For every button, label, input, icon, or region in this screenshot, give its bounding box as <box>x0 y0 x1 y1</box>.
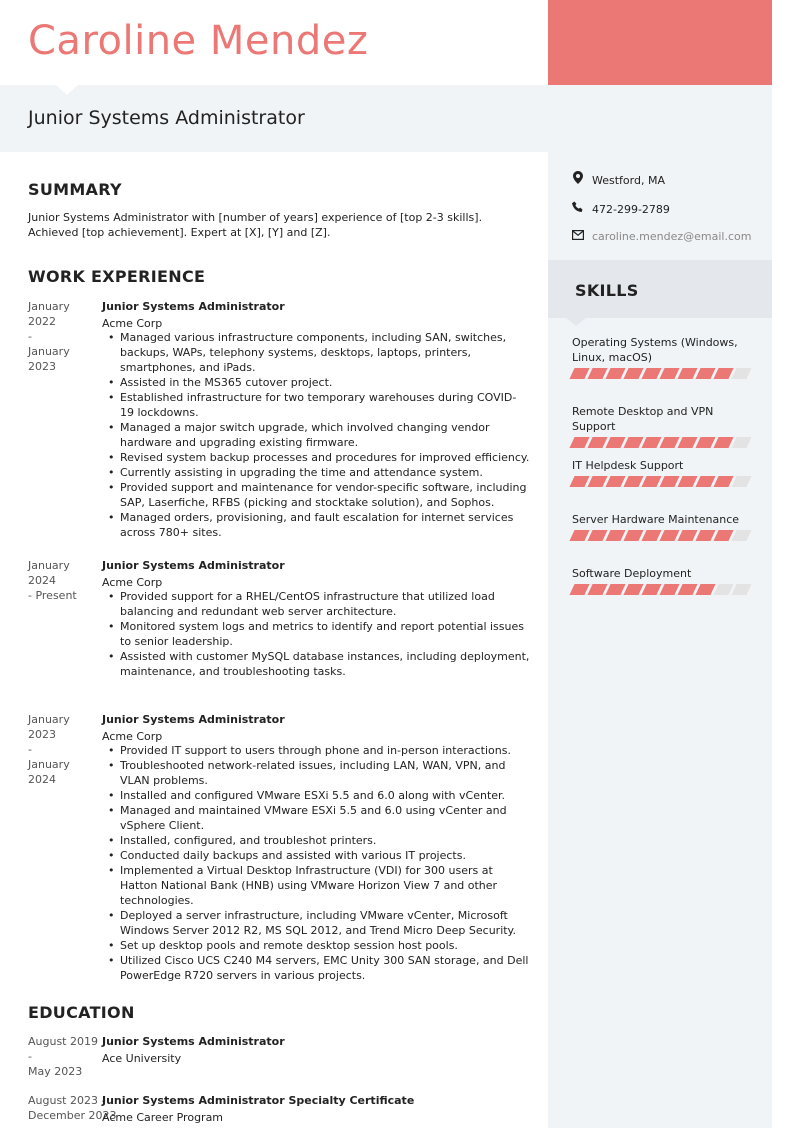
list-item: • Revised system backup processes and procedures for improved efficiency. <box>120 450 530 465</box>
date-end: January 2023 <box>28 345 70 373</box>
skill-rating-segment <box>677 437 697 448</box>
list-item: • Managed a major switch upgrade, which involved changing vendor hardware and upgrading existing firmware. <box>120 420 530 450</box>
skill-rating-segment <box>641 437 661 448</box>
skill-rating-segment <box>659 368 679 379</box>
date-end: January 2024 <box>28 758 70 786</box>
list-item: • Provided IT support to users through phone and in-person interactions. <box>120 743 530 758</box>
skill-rating-segment <box>587 584 607 595</box>
skill-item <box>572 335 752 379</box>
skill-label: Software Deployment <box>572 567 692 580</box>
work-entry-date <box>28 299 100 374</box>
skill-rating-bar <box>572 368 752 379</box>
skill-rating-segment <box>587 530 607 541</box>
list-item: • Managed and maintained VMware ESXi 5.5 and 6.0 using vCenter and vSphere Client. <box>120 803 530 833</box>
work-entry-role: Junior Systems Administrator <box>102 300 285 313</box>
skills-heading: SKILLS <box>575 281 639 300</box>
skill-item <box>572 404 752 448</box>
skill-rating-segment <box>731 530 751 541</box>
skill-rating-segment <box>569 437 589 448</box>
skill-rating-segment <box>605 584 625 595</box>
list-item: • Installed and configured VMware ESXi 5.5 and 6.0 along with vCenter. <box>120 788 530 803</box>
skill-rating-bar <box>572 584 752 595</box>
contact-location <box>572 171 665 187</box>
skill-rating-segment <box>713 368 733 379</box>
skill-rating-segment <box>713 530 733 541</box>
phone-icon <box>572 201 584 216</box>
skill-item <box>572 566 752 595</box>
contact-email[interactable] <box>572 230 751 243</box>
candidate-name: Caroline Mendez <box>28 18 369 64</box>
skill-rating-segment <box>641 476 661 487</box>
summary-text: Junior Systems Administrator with [number of years] experience of [top 2-3 skills]. Achieved [top achievement]. Expert at [X], [Y] and [Z]. <box>28 211 483 239</box>
skill-rating-segment <box>695 437 715 448</box>
date-separator: - Present <box>28 589 77 602</box>
skill-rating-segment <box>731 368 751 379</box>
date-start: August 2019 - <box>28 1035 98 1063</box>
skill-rating-segment <box>587 368 607 379</box>
skill-rating-segment <box>731 584 751 595</box>
date-separator: - <box>28 743 32 756</box>
list-item: • Installed, configured, and troubleshot printers. <box>120 833 530 848</box>
skill-rating-segment <box>623 437 643 448</box>
skill-rating-segment <box>677 530 697 541</box>
list-item: • Implemented a Virtual Desktop Infrastructure (VDI) for 300 users at Hatton National Bank (HNB) using VMware Horizon View 7 and other technologies. <box>120 863 530 908</box>
education-heading: EDUCATION <box>28 1003 135 1022</box>
skill-label: Operating Systems (Windows, Linux, macOS) <box>572 336 738 364</box>
skill-rating-segment <box>731 437 751 448</box>
skill-rating-segment <box>641 530 661 541</box>
title-notch <box>56 85 78 95</box>
list-item: • Assisted in the MS365 cutover project. <box>120 375 530 390</box>
skill-rating-segment <box>677 368 697 379</box>
skill-rating-segment <box>713 584 733 595</box>
phone-text: 472-299-2789 <box>592 203 670 216</box>
skill-rating-segment <box>587 476 607 487</box>
education-entry-degree: Junior Systems Administrator Specialty Certificate <box>102 1094 415 1107</box>
envelope-icon <box>572 230 584 243</box>
work-entry-org: Acme Corp <box>102 730 163 743</box>
skill-rating-segment <box>623 530 643 541</box>
skill-rating-segment <box>641 584 661 595</box>
list-item: • Provided support and maintenance for vendor-specific software, including SAP, Laserfiche, RFBS (picking and stocktake solution), and Sophos. <box>120 480 530 510</box>
map-pin-icon <box>572 171 584 187</box>
email-text[interactable]: caroline.mendez@email.com <box>592 230 752 243</box>
education-entry-date <box>28 1034 100 1079</box>
work-entry-bullets <box>120 330 530 540</box>
skill-rating-segment <box>677 476 697 487</box>
list-item: • Troubleshooted network-related issues, including LAN, WAN, VPN, and VLAN problems. <box>120 758 530 788</box>
skill-rating-segment <box>569 368 589 379</box>
education-entry-date <box>28 1093 117 1123</box>
date-separator: - <box>28 330 32 343</box>
skills-notch <box>566 318 586 326</box>
education-entry-degree: Junior Systems Administrator <box>102 1035 285 1048</box>
skill-rating-bar <box>572 530 752 541</box>
skill-label: Server Hardware Maintenance <box>572 513 740 526</box>
work-experience-heading: WORK EXPERIENCE <box>28 267 206 286</box>
job-title: Junior Systems Administrator <box>28 107 305 129</box>
list-item: • Utilized Cisco UCS C240 M4 servers, EMC Unity 300 SAN storage, and Dell PowerEdge R720 servers in various projects. <box>120 953 530 983</box>
skill-rating-segment <box>605 368 625 379</box>
location-text: Westford, MA <box>592 174 665 187</box>
education-entry-school: Ace University <box>102 1052 182 1065</box>
list-item: • Managed orders, provisioning, and fault escalation for internet services across 780+ sites. <box>120 510 530 540</box>
header-accent-block <box>548 0 772 85</box>
skill-rating-segment <box>713 476 733 487</box>
skill-rating-segment <box>605 530 625 541</box>
date-start: January 2023 <box>28 713 70 741</box>
education-entry-school: Acme Career Program <box>102 1111 224 1124</box>
work-entry-date <box>28 558 100 603</box>
skill-label: Remote Desktop and VPN Support <box>572 405 714 433</box>
skill-rating-segment <box>605 476 625 487</box>
list-item: • Deployed a server infrastructure, including VMware vCenter, Microsoft Windows Server 2012 R2, MS SQL 2012, and Trend Micro Deep Security. <box>120 908 530 938</box>
work-entry-bullets <box>120 589 530 679</box>
skill-rating-segment <box>623 584 643 595</box>
skill-rating-segment <box>569 530 589 541</box>
skill-rating-segment <box>569 476 589 487</box>
skill-rating-segment <box>713 437 733 448</box>
work-entry-org: Acme Corp <box>102 317 163 330</box>
skill-rating-segment <box>569 584 589 595</box>
list-item: • Conducted daily backups and assisted with various IT projects. <box>120 848 530 863</box>
sidebar-background <box>548 0 772 1128</box>
skill-rating-segment <box>587 437 607 448</box>
work-entry-role: Junior Systems Administrator <box>102 559 285 572</box>
list-item: • Assisted with customer MySQL database instances, including deployment, maintenance, and troubleshooting tasks. <box>120 649 530 679</box>
date-start: January 2022 <box>28 300 70 328</box>
skill-item <box>572 458 752 487</box>
work-entry-bullets <box>120 743 530 983</box>
list-item: • Monitored system logs and metrics to identify and report potential issues to senior leadership. <box>120 619 530 649</box>
skill-rating-segment <box>659 584 679 595</box>
skill-label: IT Helpdesk Support <box>572 459 684 472</box>
work-entry-role: Junior Systems Administrator <box>102 713 285 726</box>
skill-item <box>572 512 752 541</box>
list-item: • Set up desktop pools and remote desktop session host pools. <box>120 938 530 953</box>
work-entry-date <box>28 712 100 787</box>
date-start: January 2024 <box>28 559 70 587</box>
list-item: • Managed various infrastructure components, including SAN, switches, backups, WAPs, telephony systems, desktops, laptops, printers, smartphones, and iPads. <box>120 330 530 375</box>
skill-rating-bar <box>572 437 752 448</box>
skill-rating-segment <box>623 368 643 379</box>
skill-rating-segment <box>695 530 715 541</box>
skill-rating-segment <box>605 437 625 448</box>
skill-rating-segment <box>695 368 715 379</box>
contact-phone <box>572 201 670 216</box>
list-item: • Established infrastructure for two temporary warehouses during COVID-19 lockdowns. <box>120 390 530 420</box>
list-item: • Currently assisting in upgrading the time and attendance system. <box>120 465 530 480</box>
skill-rating-segment <box>677 584 697 595</box>
skill-rating-bar <box>572 476 752 487</box>
skill-rating-segment <box>641 368 661 379</box>
skill-rating-segment <box>695 476 715 487</box>
list-item: • Provided support for a RHEL/CentOS infrastructure that utilized load balancing and redundant web server architecture. <box>120 589 530 619</box>
skill-rating-segment <box>623 476 643 487</box>
skill-rating-segment <box>659 530 679 541</box>
skill-rating-segment <box>659 437 679 448</box>
date-end: May 2023 <box>28 1065 83 1078</box>
work-entry-org: Acme Corp <box>102 576 163 589</box>
skill-rating-segment <box>695 584 715 595</box>
date-end: December 2023 <box>28 1109 117 1122</box>
summary-heading: SUMMARY <box>28 180 122 199</box>
skill-rating-segment <box>659 476 679 487</box>
date-start: August 2023 - <box>28 1094 106 1107</box>
skill-rating-segment <box>731 476 751 487</box>
